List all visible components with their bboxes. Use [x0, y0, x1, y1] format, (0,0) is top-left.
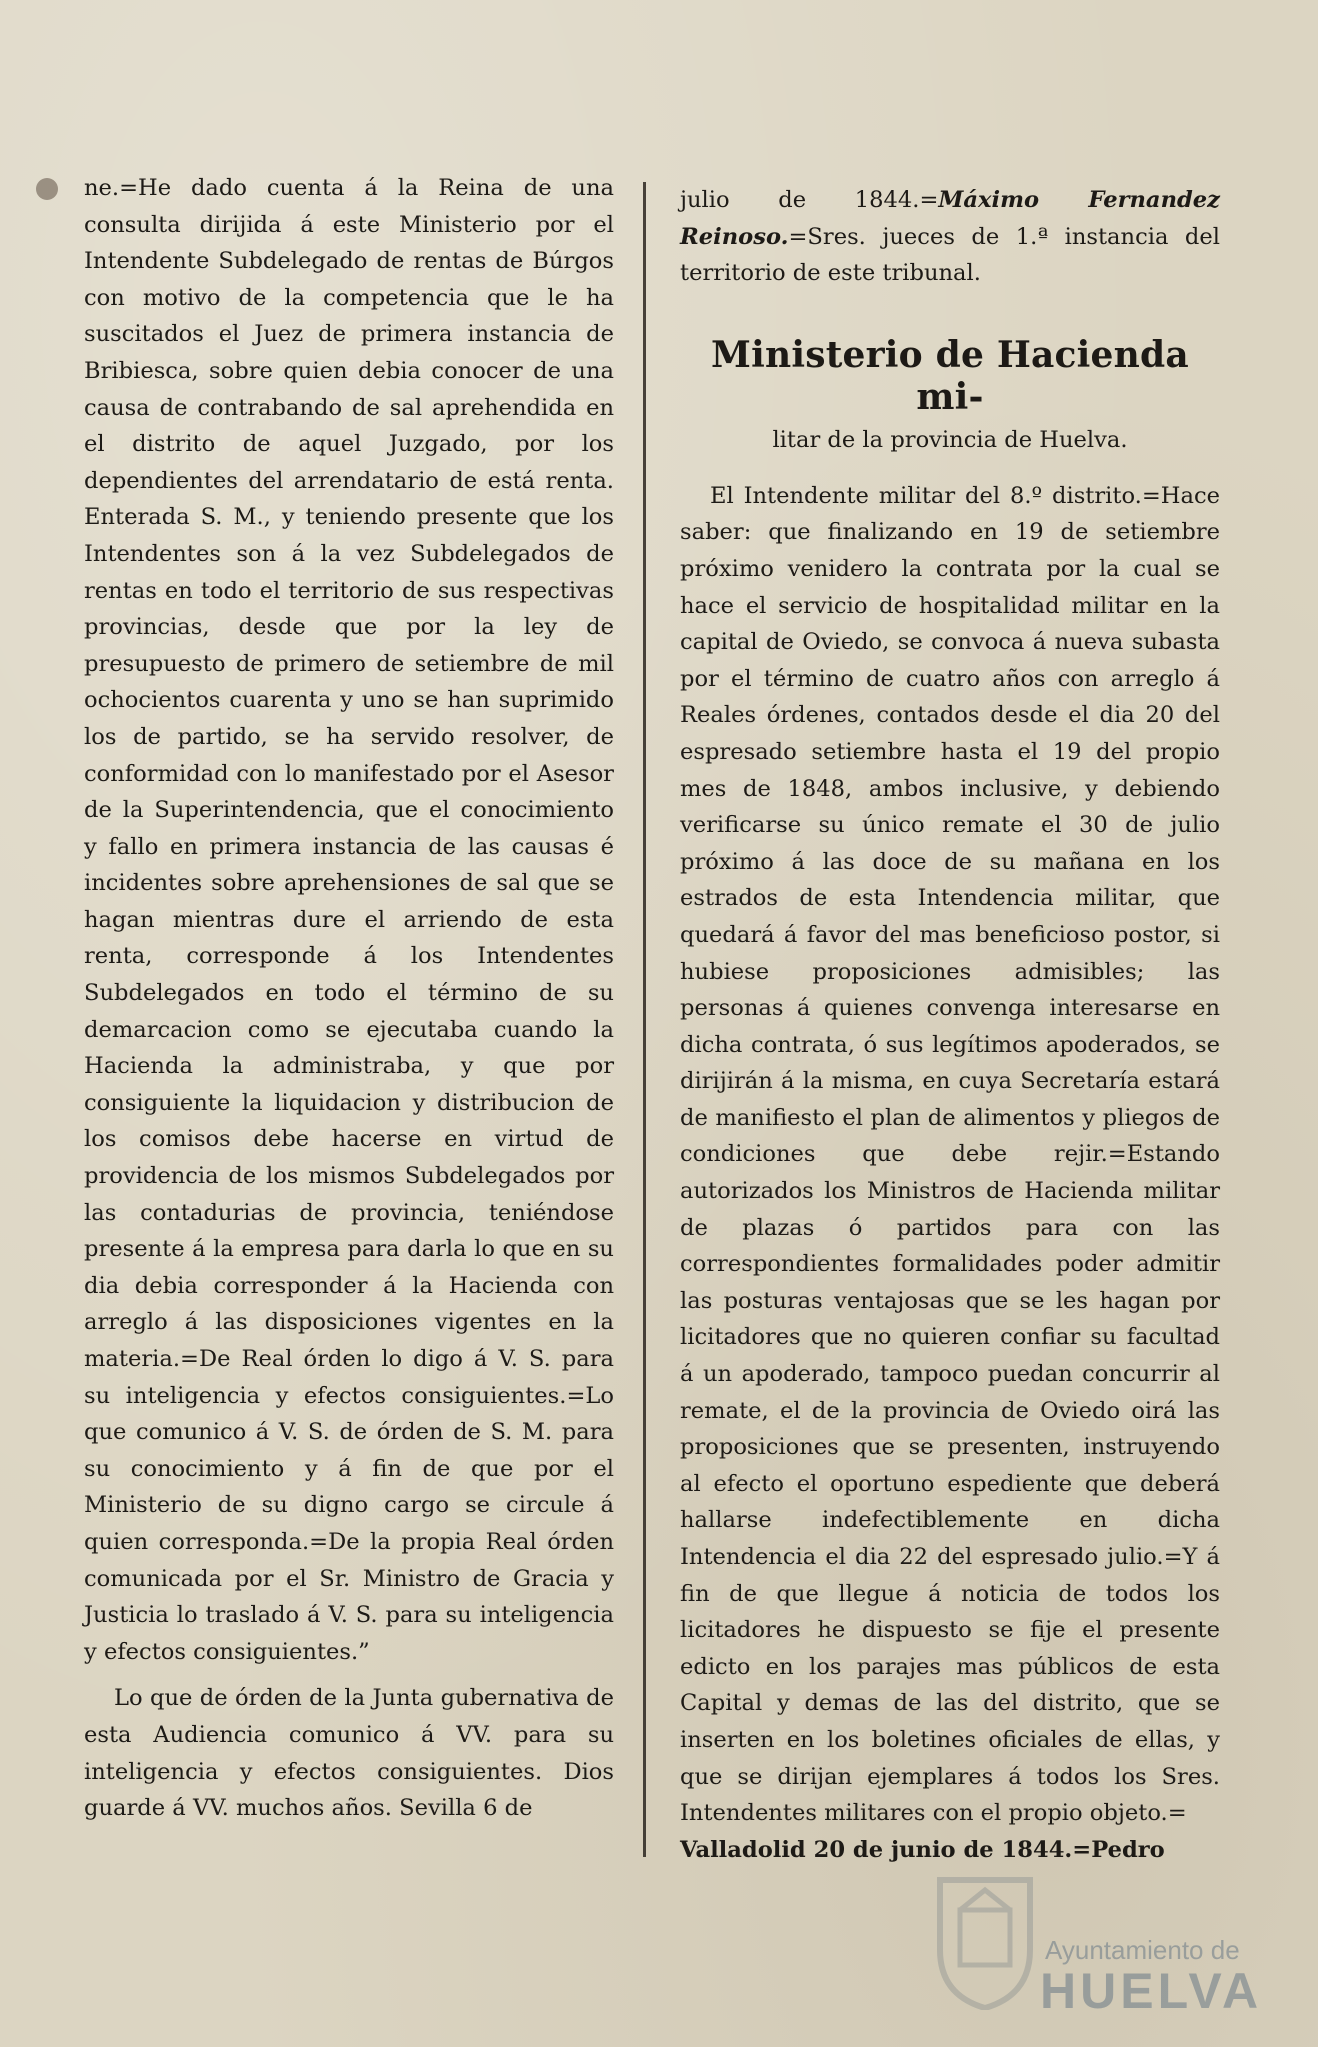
right-column — [680, 182, 1220, 1868]
section-heading-line2: litar de la provincia de Huelva. — [772, 426, 1128, 453]
watermark-line1: Ayuntamiento de — [1045, 1935, 1240, 1965]
section-subheading — [680, 422, 1220, 458]
ink-blot — [36, 178, 58, 200]
section-heading-line1: Ministerio de Hacienda mi- — [711, 333, 1189, 418]
continuation-signer: Máximo Fernandez Reinoso. — [680, 187, 1220, 250]
watermark-line2: HUELVA — [1040, 1963, 1263, 2019]
left-paragraph-2: Lo que de órden de la Junta gubernativa de esta Audiencia comunico á VV. para su inteligencia y efectos consiguientes. Dios guarde á VV. muchos años. Sevilla 6 de — [84, 1685, 614, 1822]
notice-dateline: Valladolid 20 de junio de 1844.=Pedro — [680, 1836, 1165, 1863]
left-column — [84, 170, 614, 1827]
notice-paragraph: El Intendente militar del 8.º distrito.=Hace saber: que finalizando en 19 de setiembre próximo venidero la contrata por la cual se hace el servicio de hospitalidad militar en la capital de Oviedo, se convoca á nueva subasta por el término de cuatro años con arreglo á Reales órdenes, contados desde el dia 20 del espresado setiembre hasta el 19 del propio mes de 1848, ambos inclusive, y debiendo verificarse su único remate el 30 de julio próximo á las doce de su mañana en los estrados de esta Intendencia militar, que quedará á favor del mas beneficioso postor, si hubiese proposiciones admisibles; las personas á quienes convenga interesarse en dicha contrata, ó sus legítimos apoderados, se dirijirán á la misma, en cuya Secretaría estará de manifiesto el plan de alimentos y pliegos de condiciones que debe rejir.=Estando autorizados los Ministros de Hacienda militar de plazas ó partidos para con las correspondientes formalidades poder admitir las posturas ventajosas que se les hagan por licitadores que no quieren confiar su facultad á un apoderado, tampoco puedan concurrir al remate, el de la provincia de Oviedo oirá las proposiciones que se presenten, instruyendo al efecto el oportuno espediente que deberá hallarse indefectiblemente en dicha Intendencia el dia 22 del espresado julio.=Y á fin de que llegue á noticia de todos los licitadores he dispuesto se fije el presente edicto en los parajes mas públicos de esta Capital y demas de las del distrito, que se inserten en los boletines oficiales de ellas, y que se dirijan ejemplares á todos los Sres. Intendentes militares con el propio objeto.= — [680, 482, 1220, 1827]
continuation-paragraph — [680, 182, 1220, 292]
city-shield-watermark-icon — [930, 1860, 1040, 2010]
continuation-text: julio de 1844.= — [680, 187, 939, 213]
continuation-tail: =Sres. jueces de 1.ª instancia del territorio de este tribunal. — [680, 223, 1220, 287]
column-divider — [643, 182, 646, 1857]
left-paragraph-1: ne.=He dado cuenta á la Reina de una consulta dirijida á este Ministerio por el Intendente Subdelegado de rentas de Búrgos con motivo de la competencia que le ha suscitados el Juez de primera instancia de Bribiesca, sobre quien debia conocer de una causa de contrabando de sal aprehendida en el distrito de aquel Juzgado, por los dependientes del arrendatario de está renta. Enterada S. M., y teniendo presente que los Intendentes son á la vez Subdelegados de rentas en todo el territorio de sus respectivas provincias, desde que por la ley de presupuesto de primero de setiembre de mil ochocientos cuarenta y uno se han suprimido los de partido, se ha servido resolver, de conformidad con lo manifestado por el Asesor de la Superintendencia, que el conocimiento y fallo en primera instancia de las causas é incidentes sobre aprehensiones de sal que se hagan mientras dure el arriendo de esta renta, corresponde á los Intendentes Subdelegados en todo el término de su demarcacion como se ejecutaba cuando la Hacienda la administraba, y que por consiguiente la liquidacion y distribucion de los comisos debe hacerse en virtud de providencia de los mismos Subdelegados por las contadurias de provincia, teniéndose presente á la empresa para darla lo que en su dia debia corresponder á la Hacienda con arreglo á las disposiciones vigentes en la materia.=De Real órden lo digo á V. S. para su inteligencia y efectos consiguientes.=Lo que comunico á V. S. de órden de S. M. para su conocimiento y á fin de que por el Ministerio de su digno cargo se circule á quien corresponda.=De la propia Real órden comunicada por el Sr. Ministro de Gracia y Justicia lo traslado á V. S. para su inteligencia y efectos consiguientes.” — [84, 175, 614, 1665]
section-heading — [680, 334, 1220, 418]
